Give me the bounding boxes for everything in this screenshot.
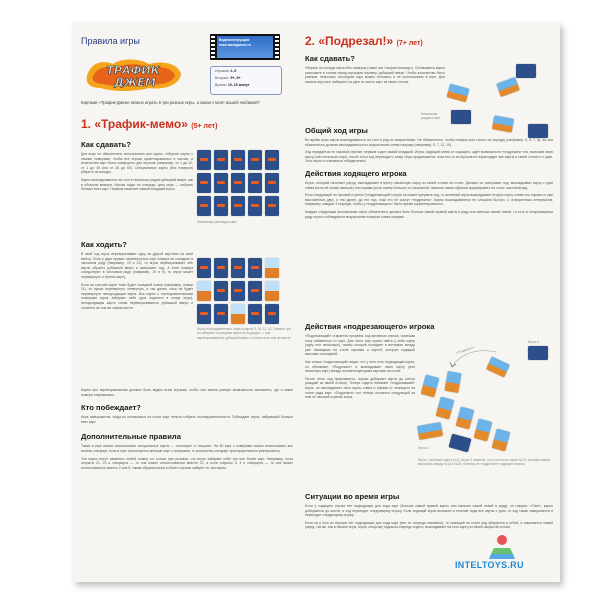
game2-deal-heading: Как сдавать? (305, 54, 355, 63)
card-face-down (231, 258, 245, 278)
game-info-box (210, 66, 282, 95)
watermark-text: INTELTOYS.RU (455, 560, 524, 570)
card-face-down (214, 196, 228, 216)
game-logo (83, 58, 183, 92)
deal-caption: Начальная раздача карт (421, 112, 441, 121)
game2-cutter-text-2: Как только «подрезающий» видит, что у него есть подходящая карта, он объявляет «Подрезал!» и выкладывает свою карту (или несколько карт) между соответствующими картами на столе. (305, 359, 415, 374)
game2-deal-section (305, 54, 445, 87)
game2-cutter-heading: Действия «подрезающего» игрока (305, 322, 435, 331)
table-card (436, 397, 455, 420)
game1-deal-section (81, 140, 193, 195)
info-age (215, 76, 277, 81)
logo-line-1: ТРАФИК (106, 64, 160, 77)
game2-flow-text-2: Ход передаётся по часовой стрелке, первым ходит самый младший. Игрок, сидящий слева от ходящего, ждёт возможности «подрезать» его, выложив свою карту (или несколько карт), после этого ход переходит к нему. Игра продолжается, пока кто-то из игроков не израсходует все карты в своей стопке и с руки. Этот игрок и становится победителем! (305, 150, 553, 164)
card-face-down (265, 196, 279, 216)
card-face-down (248, 281, 262, 301)
card-face-down (214, 173, 228, 193)
player2-stack (528, 346, 548, 360)
grid1-caption: Начальная раскладка карт (197, 220, 237, 224)
card-face-down (231, 196, 245, 216)
card-face-down (197, 196, 211, 216)
intro-text: Картами «Трафик-Джем» можно играть в три разные игры, а какая станет вашей любимой? (81, 100, 260, 105)
game1-age: (5+ лет) (191, 123, 218, 130)
card-face-down (248, 304, 262, 324)
info-players (215, 69, 277, 74)
inteltoys-watermark (445, 546, 555, 576)
cut-diagram (418, 340, 553, 455)
game1-title (81, 117, 217, 131)
player2-hand (486, 356, 510, 377)
deal-stack (516, 64, 536, 78)
info-players-value: 2–5 (230, 69, 237, 73)
game2-situations-section (305, 492, 553, 533)
card-face-down (248, 150, 262, 170)
logo-line-2: ДЖЕМ (114, 76, 156, 89)
game2-active-text-3: Каждая следующая выложенная карта обязательно должна быть больше самой правой карты в ряду или меньше самой левой, то есть в получающемся ряду строго соблюдается возрастание номеров слева направо. (305, 209, 553, 219)
deal-hand (447, 84, 470, 103)
game1-move-text-3: Карты при переворачивании должны быть видны всем игрокам, чтобы они имели равную возможность запомнить, где и какие номера открывались. (81, 388, 293, 397)
card-face-up (265, 281, 279, 301)
game2-cutter-text-3: После этого ход прерывается, игроки добирают карты до шести (каждый из своей стопки). Теперь ходить начинает «подрезавший» игрок, он выкладывает свои карты слева и справа от лежащего на столе ряда карт. «Подрезать» его теперь пытается следующий за ним по часовой стрелке игрок. (305, 376, 415, 400)
game2-flow-heading: Общий ход игры (305, 126, 368, 135)
card-face-down (214, 304, 228, 324)
video-screen (217, 36, 273, 58)
grid2-caption: Игрок последовательно открыл карты 9, 10, 11, 22. Первые три он забирает, последняя карта не подходит — она переворачивается рубашкой вверх и остается на том же месте. (197, 327, 292, 340)
game1-win-heading: Кто побеждает? (81, 403, 141, 413)
card-face-up (231, 304, 245, 324)
diagram-player2-label: Игрок 2 (528, 340, 540, 344)
game2-cutter-section (305, 322, 435, 403)
game1-deal-text-2: Карты выкладываются на стол в несколько рядов рубашкой вверх, как в обычном мемори. Игроки ходят по очереди, цель игры — набрать больше всех карт. Первым начинает самый младший игрок. (81, 177, 193, 192)
card-face-down (265, 150, 279, 170)
watermark-pyramid-icon (487, 534, 517, 560)
info-players-label: Игроков: (215, 69, 230, 73)
game1-extra-text-1: Также в игре можно использовать специальные карты — «полиция» и «скорая». На 50 карт с номерами можно использовать все восемь спецкарт, если в игре используется меньше карт с номерами, то количество спецкарт пропорционально уменьшается. (81, 444, 293, 453)
card-face-up (197, 281, 211, 301)
table-card (492, 429, 511, 452)
cut-diagram-caption: Игрок 1 выложил карту №11, игрок 2 заметил, что у него есть карта №13, которую можно выложить между №11 и №15, поэтому он «подрезает» ходящего игрока. (418, 458, 551, 467)
card-face-down (214, 150, 228, 170)
game1-move-text-1: В свой ход игрок переворачивает одну за другой карточки на свой выбор. Если у двух первых перевернутых карт номера не соседние в числовом ряду (например, 10 и 22), то игрок переворачивает обе карты обратно рубашкой вверх и завершает ход. А если номера соседствуют в числовом ряду (например, 10 и 9), то игрок может перевернуть и третью карту. (81, 252, 193, 279)
game1-win-text: Игра завершается, когда из оставшихся на столе карт нельзя собрать последовательности. Побеждает игрок, набравший больше всех карт. (81, 415, 293, 424)
diagram-player1-label: Игрок 1 (418, 446, 430, 450)
card-face-down (231, 173, 245, 193)
deal-hand (496, 77, 520, 97)
game1-move-text-2: Если на третьей карте тоже будет соседний номер (например, номер 11), то нужно перевернуть четвертую, и так далее, пока не будет перевернута неподходящая карта. Все карты с последовательными номерами игрок забирает себе (для подсчета в конце игры), неподходящая карта снова переворачивается рубашкой вверх и остается на том же самом месте. (81, 282, 193, 310)
info-time-value: 10–15 минут (227, 83, 250, 87)
game1-extra-text-2: Эти карты могут заменять любой номер, но только при условии, что игрок забирает себе три или более карт. Например, если открыты 21, 23 и спецкарта — то она может использоваться вместо 22, а если открыты 3, 4 и спецкарта — то она может использоваться вместо 2 или 5, таким образом игрок в обоих случаях заберёт по три карты. (81, 456, 293, 470)
player1-stack (449, 434, 472, 453)
card-face-down (197, 173, 211, 193)
game1-move-heading: Как ходить? (81, 240, 127, 249)
film-holes-left (211, 36, 215, 58)
card-face-down (231, 281, 245, 301)
card-face-down (231, 150, 245, 170)
rules-sheet (73, 22, 560, 582)
card-face-down (265, 304, 279, 324)
table-card (421, 375, 440, 398)
initial-card-grid (197, 150, 279, 216)
rules-pretitle: Правила игры (81, 36, 140, 46)
game1-deal-heading: Как сдавать? (81, 140, 131, 149)
info-age-value: 5+, 8+ (230, 76, 241, 80)
video-url[interactable]: www.bandgames.ru (219, 43, 251, 47)
game1-visibility-section (81, 388, 293, 473)
game2-active-text-1: Игрок, который начинает раунд, выкладывает в центр начальную карту из своей стопки на столе. Дальше он совершает ход: выкладывает карту с руки слева (если её номер меньше) или справа (если номер больше) от начальной, начиная таким образом формировать на столе числовой ряд. (305, 180, 553, 190)
table-card (444, 371, 461, 393)
game2-flow-section (305, 126, 553, 222)
card-face-down (248, 173, 262, 193)
info-time-label: Время: (215, 83, 227, 87)
game2-deal-text: Уберите из колоды карты без номеров (такие как «скорая помощь»). Оставшиеся карты разложите в стопки перед игроками поровну, рубашкой вверх. Чтобы количество было равным, несколько последних карт можно отложить и не использовать в игре. Для начала игры все набирают на руки по шесть карт из своих стопок. (305, 66, 445, 84)
game2-cutter-text-1: «Подрезающий» старается прервать ход активного игрока, помешав тому избавиться от карт. Для этого ему нужно найти у себя карту (одну или несколько), номер которой попадает в интервал между уже лежащими на столе картами и картой, которую ходящий выложил последней. (305, 334, 415, 357)
game2-title-text: 2. «Подрезал!» (305, 34, 394, 48)
info-age-label: Возраст: (215, 76, 230, 80)
video-instruction-banner[interactable] (210, 34, 280, 60)
film-holes-right (275, 36, 279, 58)
table-card (456, 407, 475, 430)
open-card-grid (197, 258, 279, 324)
game1-move-section (81, 240, 193, 313)
card-face-down (214, 281, 228, 301)
card-face-down (197, 304, 211, 324)
card-face-down (197, 258, 211, 278)
info-time (215, 83, 277, 88)
game2-active-text-2: Если следующий по часовой стрелке («подрезающий») игрок не может прервать ход, то активный игрок выкладывает вторую карту слева или справа от уже выложенных двух, и так далее, до тех пор, пока его не смогут «подрезать». Карты выкладываются не слишком быстро, с оговоренным интервалом, например, каждые 3 секунды, чтобы у «подрезающего» было время сориентироваться. (305, 193, 553, 207)
game2-situations-text-2: Если ни у кого из игроков нет подходящих для хода карт (все по очереди пасовали), то лежащий на столе ряд убирается в отбой, и начинается новый раунд: так же, как в начале игры, игрок, которому подошла очередь ходить, выкладывает на стол карту из своей закрытой стопки. (305, 520, 553, 530)
game2-situations-text-1: Если у ходящего игрока нет подходящих для хода карт (больше самой правой карты или меньше самой левой в ряду), он говорит: «Пас!», карты добираются до шести, и ход переходит следующему игроку. Если ходящий игрок выложил в течение хода все карты с руки, то ход также завершается и переходит следующему игроку. (305, 504, 553, 518)
table-card (474, 419, 493, 442)
player1-hand (417, 422, 443, 440)
game2-age: (7+ лет) (396, 40, 423, 47)
card-face-down (248, 258, 262, 278)
video-label: Видеоинструкция: (219, 38, 251, 42)
game2-situations-heading: Ситуации во время игры (305, 492, 400, 501)
card-face-up (265, 258, 279, 278)
game1-title-text: 1. «Трафик-мемо» (81, 117, 188, 131)
card-face-down (197, 150, 211, 170)
diagram-cut-arrow-label: «Подрезал!» (455, 345, 475, 355)
card-face-down (214, 258, 228, 278)
game1-extra-heading: Дополнительные правила (81, 432, 181, 442)
card-face-down (265, 173, 279, 193)
card-face-down (248, 196, 262, 216)
game1-deal-text-1: Для игры не обязательно использовать все карты, отберите карты с такими номерами, чтобы все игроки ориентировались в числах, и количество карт было комфортно для игроков (например, от 1 до 12, от 1 до 30 или от 26 до 50). Специальные карты (без номеров) уберите из колоды. (81, 152, 193, 175)
game2-title (305, 34, 423, 48)
deal-stack (451, 110, 471, 124)
game2-flow-text-1: Во время игры карты выкладываются на стол в ряд по возрастанию. Не обязательно, чтобы номера шли строго по порядку (например, 5, 6, 7, 8), но они обязательно должны выкладываться по возрастанию слева направо (например, 5, 7, 12, 19). (305, 138, 553, 147)
game2-active-heading: Действия ходящего игрока (305, 168, 407, 178)
